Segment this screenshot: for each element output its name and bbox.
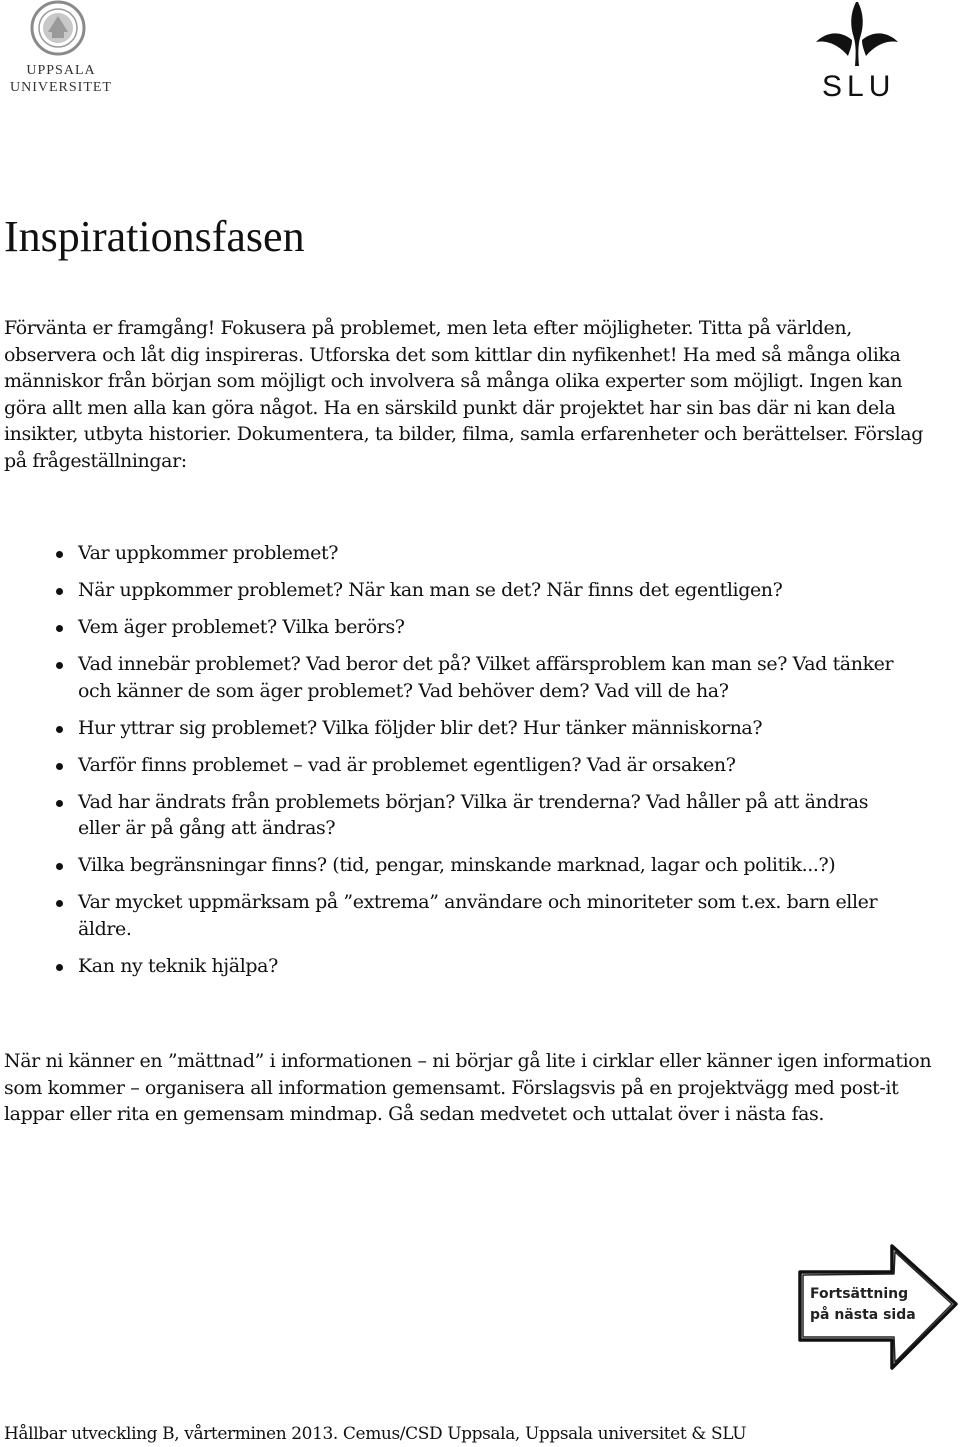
list-item: Vem äger problemet? Vilka berörs? <box>52 614 912 641</box>
continue-arrow <box>796 1244 960 1370</box>
list-item: Var mycket uppmärksam på ”extrema” användare och minoriteter som t.ex. barn eller äldre. <box>52 889 912 942</box>
page-title: Inspirationsfasen <box>4 212 305 261</box>
list-item: Hur yttrar sig problemet? Vilka följder blir det? Hur tänker människorna? <box>52 715 912 742</box>
intro-paragraph: Förvänta er framgång! Fokusera på problemet, men leta efter möjligheter. Titta på världen, observera och låt dig inspireras. Utforska det som kittlar din nyfikenhet! Ha med så många olika människor från början som möjligt och involvera så många olika experter som möjligt. Ingen kan göra allt men alla kan göra något. Ha en särskild punkt där projektet har sin bas där ni kan dela insikter, utbyta historier. Dokumentera, ta bilder, filma, samla erfarenheter och berättelser. Förslag på frågeställningar: <box>4 317 923 472</box>
list-item: Vad innebär problemet? Vad beror det på? Vilket affärsproblem kan man se? Vad tänker och känner de som äger problemet? Vad behöver dem? Vad vill de ha? <box>52 651 912 704</box>
logo-text-uppsala: UPPSALA <box>26 63 96 78</box>
uppsala-universitet-logo <box>6 0 112 100</box>
list-item: Var uppkommer problemet? <box>52 540 912 567</box>
closing-paragraph: När ni känner en ”mättnad” i informationen – ni börjar gå lite i cirklar eller känner igen information som kommer – organisera all information gemensamt. Förslagsvis på en projektvägg med post-it lappar eller rita en gemensam mindmap. Gå sedan medvetet och uttalat över i nästa fas. <box>4 1050 932 1126</box>
continue-label-line1: Fortsättning <box>810 1286 909 1302</box>
list-item: När uppkommer problemet? När kan man se det? När finns det egentligen? <box>52 577 912 604</box>
logo-text-universitet: UNIVERSITET <box>10 80 112 95</box>
list-item: Vad har ändrats från problemets början? Vilka är trenderna? Vad håller på att ändras eller är på gång att ändras? <box>52 789 912 842</box>
logo-text-slu: SLU <box>822 70 896 103</box>
continue-label-line2: på nästa sida <box>810 1307 916 1323</box>
university-seal-icon <box>30 0 86 56</box>
slu-plant-mark-icon <box>812 0 902 70</box>
list-item: Varför finns problemet – vad är problemet egentligen? Vad är orsaken? <box>52 752 912 779</box>
list-item: Vilka begränsningar finns? (tid, pengar, minskande marknad, lagar och politik...?) <box>52 852 912 879</box>
page-footer: Hållbar utveckling B, vårterminen 2013. Cemus/CSD Uppsala, Uppsala universitet & SLU <box>4 1424 747 1444</box>
list-item: Kan ny teknik hjälpa? <box>52 953 912 980</box>
slu-logo <box>812 0 902 104</box>
question-list <box>52 540 912 990</box>
